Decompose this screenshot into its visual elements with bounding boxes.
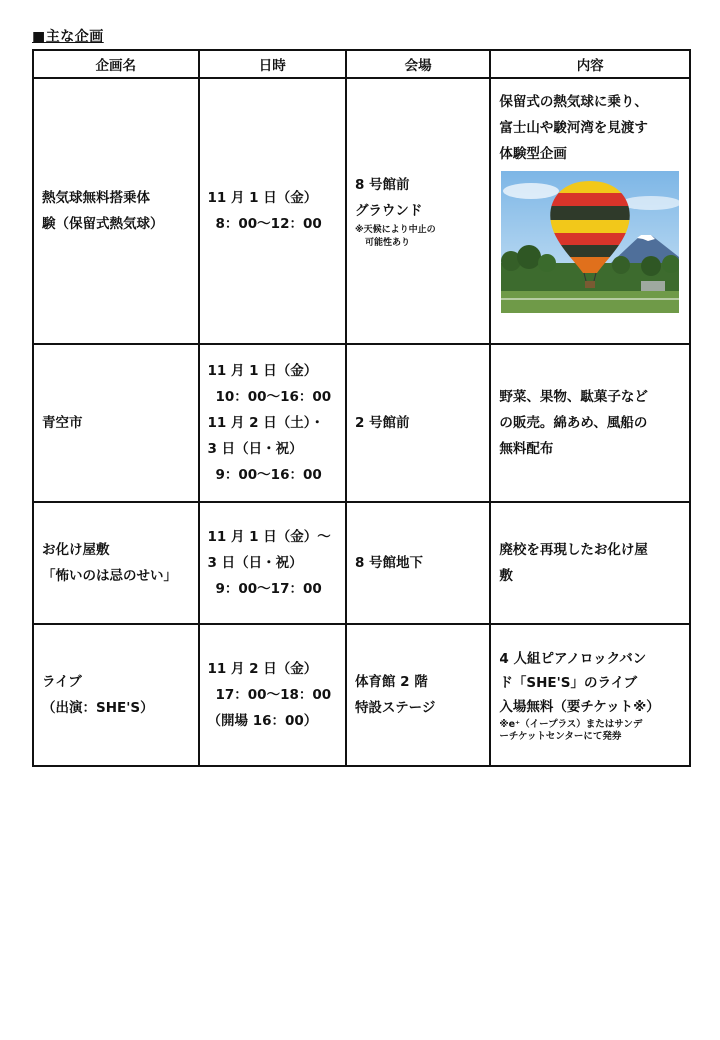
cell-datetime <box>199 502 346 624</box>
datetime-line: 17：00～18：00 <box>215 687 332 703</box>
datetime-line: 11 月 2 日（土）・ <box>207 415 325 431</box>
venue-line: 8 号館地下 <box>354 555 424 571</box>
header-datetime: 日時 <box>199 50 346 78</box>
cell-event-name <box>33 502 199 624</box>
event-name-line: お化け屋敷 <box>42 542 110 558</box>
cell-venue <box>346 624 490 766</box>
content-line: 野菜、果物、駄菓子など <box>499 389 648 405</box>
hot-air-balloon-photo <box>501 171 679 313</box>
datetime-line: 11 月 1 日（金） <box>207 190 318 206</box>
content-line: 4 人組ピアノロックバン <box>499 651 647 667</box>
ticket-note-line: ※e⁺（イープラス）またはサンデ <box>499 719 643 730</box>
cell-venue <box>346 344 490 502</box>
cell-venue <box>346 502 490 624</box>
events-table <box>32 49 691 767</box>
cell-content <box>490 344 690 502</box>
venue-line: 8 号館前 <box>354 177 410 193</box>
cell-event-name <box>33 624 199 766</box>
venue-note-line: ※天候により中止の <box>354 225 436 235</box>
table-row <box>33 502 690 624</box>
datetime-line: 9：00～16：00 <box>215 467 322 483</box>
table-row <box>33 344 690 502</box>
content-line: 無料配布 <box>499 441 554 457</box>
datetime-line: 3 日（日・祝） <box>207 441 303 457</box>
datetime-line: 11 月 2 日（金） <box>207 661 318 677</box>
section-heading: ■主な企画 <box>32 29 104 45</box>
event-name-line: 験（保留式熱気球） <box>42 216 164 232</box>
datetime-line: 11 月 1 日（金）～ <box>207 529 331 545</box>
venue-note <box>355 224 481 250</box>
venue-line: 体育館 2 階 <box>354 674 428 690</box>
content-line: ド「SHE'S」のライブ <box>499 675 638 691</box>
header-venue: 会場 <box>346 50 490 78</box>
cell-datetime <box>199 624 346 766</box>
table-row <box>33 624 690 766</box>
table-header-row <box>33 50 690 78</box>
event-name-line: （出演：SHE'S） <box>42 700 154 716</box>
datetime-line: 8：00～12：00 <box>215 216 322 232</box>
event-name-line: 「怖いのは忌のせい」 <box>42 568 177 584</box>
cell-venue <box>346 78 490 344</box>
content-line: 入場無料（要チケット※） <box>499 699 660 715</box>
cell-content <box>490 502 690 624</box>
datetime-line: 3 日（日・祝） <box>207 555 303 571</box>
ticket-note-line: ーチケットセンターにて発券 <box>499 731 622 742</box>
venue-line: 特設ステージ <box>354 700 436 716</box>
content-line: 保留式の熱気球に乗り、 <box>499 94 648 110</box>
datetime-line: 10：00～16：00 <box>215 389 332 405</box>
event-name-line: 青空市 <box>42 415 83 431</box>
venue-line: グラウンド <box>354 203 423 219</box>
cell-content <box>490 624 690 766</box>
content-line: 富士山や駿河湾を見渡す <box>499 120 648 136</box>
datetime-line: 11 月 1 日（金） <box>207 363 318 379</box>
content-line: 体験型企画 <box>499 146 567 162</box>
content-line: の販売。綿あめ、風船の <box>499 415 648 431</box>
datetime-line: （開場 16：00） <box>207 713 318 729</box>
event-name-line: ライブ <box>42 674 82 690</box>
venue-note-line: 可能性あり <box>364 238 410 248</box>
cell-datetime <box>199 78 346 344</box>
cell-datetime <box>199 344 346 502</box>
content-line: 敷 <box>499 568 513 584</box>
content-line: 廃校を再現したお化け屋 <box>499 542 648 558</box>
datetime-line: 9：00～17：00 <box>215 581 322 597</box>
cell-content <box>490 78 690 344</box>
venue-line: 2 号館前 <box>354 415 410 431</box>
table-row <box>33 78 690 344</box>
cell-event-name <box>33 78 199 344</box>
header-content: 内容 <box>490 50 690 78</box>
header-event-name: 企画名 <box>33 50 199 78</box>
event-name-line: 熱気球無料搭乗体 <box>42 190 150 206</box>
cell-event-name <box>33 344 199 502</box>
